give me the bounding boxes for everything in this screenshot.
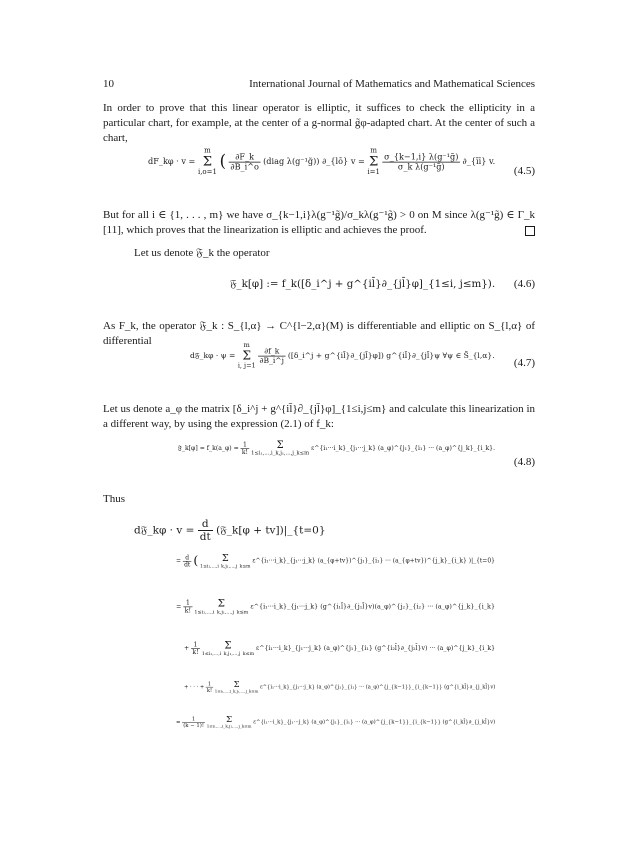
eq45-sigma-fraction	[383, 152, 460, 171]
derivation-5-den: k!	[206, 687, 213, 694]
derivation-line-5	[184, 680, 495, 694]
eq47-fraction	[258, 347, 285, 365]
equation-number-4-5: (4.5)	[513, 165, 535, 177]
derivation-4-num: 1	[191, 641, 200, 649]
derivation-2-sum-bottom: 1≤i₁,...,i_k,j₁,...,j_k≤m	[200, 563, 251, 569]
eq48-coef-num: 1	[241, 441, 250, 449]
eq45-frac-num: ∂F_k	[229, 152, 261, 162]
eq47-sum: m Σ i, j=1	[237, 342, 256, 370]
equation-4-6: 𝔉_k[φ] := f_k([δ_i^j + g^{il̄}∂_{jl̄}φ]_{1≤i, j≤m}).	[230, 278, 496, 290]
derivation-2-num: d	[183, 554, 192, 561]
derivation-4-sum-bottom: 1≤i₁,...,i_k,j₁,...,j_k≤m	[201, 650, 255, 656]
derivation-3-prefactor	[183, 599, 192, 614]
paragraph-differentiable: As F_k, the operator 𝔉_k : S_{l,α} → C^{l−2,α}(M) is differentiable and elliptic on S_{l,α} of differential	[103, 320, 535, 347]
derivation-3-num: 1	[183, 599, 192, 607]
derivation-6-lhs: =	[176, 719, 181, 726]
derivation-line-2: = $\frac{d}{dt}$ ( Σ 1≤i₁,...,i_k,j₁,...,j_k≤m ε^{i₁···i_k}_{j₁···j_k} (a_{φ+tv})^{j₁}_{i₁} ··· (a_{φ+tv})^{j_k}_{i_k} )|_{t=0}	[176, 552, 495, 569]
page-number: 10	[103, 78, 114, 90]
eq45-sum1-top: m	[204, 147, 211, 155]
eq45-sum2-bottom: i=1	[367, 168, 380, 177]
derivation-3-body: ε^{i₁···i_k}_{j₁···j_k} (g^{i₁l̄}∂_{j₁l̄}v)(a_φ)^{j₂}_{i₂} ··· (a_φ)^{j_k}_{i_k}	[250, 602, 496, 611]
derivation-2-prefactor	[183, 554, 192, 568]
derivation-2-lhs: =	[176, 557, 182, 565]
proof-text: But for all i ∈ {1, . . . , m} we have σ_{k−1,i}λ(g⁻¹g̃)/σ_kλ(g⁻¹g̃) > 0 on M since λ(g⁻¹g̃) ∈ Γ_k [11], which proves that the linearization is elliptic and achieves the proof.	[103, 209, 535, 236]
derivation-6-prefactor	[182, 716, 205, 729]
derivation-line-4	[184, 640, 495, 657]
derivation-3-den: k!	[184, 606, 192, 615]
equation-number-4-6: (4.6)	[513, 278, 535, 290]
derivation-4-prefactor	[191, 641, 200, 656]
derivation-5-lhs: + · · · +	[184, 683, 205, 690]
derivation-line-6	[176, 715, 495, 729]
equation-number-4-7: (4.7)	[513, 357, 535, 369]
eq47-frac-num: ∂f_k	[258, 347, 285, 356]
eq48-lhs: 𝔉_k[φ] = f_k(a_φ) =	[178, 444, 239, 452]
eq48-body: ε^{i₁···i_k}_{j₁···j_k} (a_φ)^{j₁}_{i₁} ··· (a_φ)^{j_k}_{i_k}.	[311, 444, 496, 452]
eq48-sum: Σ 1≤i₁,...,i_k,j₁,...,j_k≤m	[251, 439, 310, 457]
journal-title: International Journal of Mathematics and Mathematical Sciences	[249, 78, 535, 90]
paragraph-denote-matrix: Let us denote a_φ the matrix [δ_i^j + g^{il̄}∂_{jl̄}φ]_{1≤i,j≤m} and calculate this linearization in a different way, by using the expression (2.1) of f_k:	[103, 403, 535, 430]
eq48-coef-den: k!	[241, 448, 249, 456]
derivation-6-body: ε^{i₁···i_k}_{j₁···j_k} (a_φ)^{j₁}_{i₁} ··· (a_φ)^{j_{k−1}}_{i_{k−1}} (g^{i_kl̄}∂_{j_kl̄}v)	[253, 719, 496, 726]
derivation-2-sum: Σ 1≤i₁,...,i_k,j₁,...,j_k≤m	[200, 552, 251, 569]
derivation-4-lhs: +	[184, 644, 190, 652]
eq48-sum-bottom: 1≤i₁,...,i_k,j₁,...,j_k≤m	[251, 450, 310, 457]
derivation-1-num: d	[198, 518, 213, 531]
eq47-lhs: d𝔉_kφ · ψ =	[190, 351, 236, 361]
derivation-3-sum: Σ 1≤i₁,...,i_k,j₁,...,j_k≤m	[194, 597, 249, 615]
eq45-mid: (diag λ(g⁻¹g̃)) ∂_{lō} v =	[263, 157, 365, 167]
derivation-6-sum: Σ 1≤i₁,...,i_k,j₁,...,j_k≤m	[206, 714, 252, 729]
paragraph-denote-operator: Let us denote 𝔉_k the operator	[134, 247, 270, 259]
paragraph-ellipticity: In order to prove that this linear operator is elliptic, it suffices to check the ellipticity in a particular chart, for example, at the center of a g-normal g̃φ-adapted chart. At the center of such a chart,	[103, 102, 535, 144]
derivation-1-den: dt	[199, 531, 211, 543]
derivation-4-den: k!	[192, 648, 199, 656]
eq45-sum1-bottom: i,o=1	[197, 168, 217, 177]
derivation-4-body: ε^{i₁···i_k}_{j₁···j_k} (a_φ)^{j₁}_{i₁} (g^{i₂l̄}∂_{j₂l̄}v) ··· (a_φ)^{j_k}_{i_k}	[256, 644, 496, 652]
derivation-3-sum-bottom: 1≤i₁,...,i_k,j₁,...,j_k≤m	[194, 608, 249, 615]
eq47-frac-den: ∂B_i^j	[259, 356, 285, 365]
eq45-sum2-top: m	[370, 147, 378, 155]
eq45-rhs-den: σ_k λ(g⁻¹g̃)	[397, 162, 445, 172]
equation-4-8	[178, 440, 495, 456]
equation-4-5: dF_kφ · v = m Σ i,o=1 ( $\frac{\partial F\_k}{\partial B\_i\^{}o}$ (diag λ(g⁻¹g̃)) ∂_{lō} v = m Σ i=1 $\frac{\text{σ\_\{k−1,i\} λ(g⁻¹g̃)}}{\text{σ\_k λ(g⁻¹g̃)}}$ ∂_{īī} v.	[148, 147, 496, 177]
eq45-lhs: dF_kφ · v =	[148, 157, 196, 167]
paragraph-proof-end	[103, 208, 535, 238]
eq47-body: ([δ_i^j + g^{il̄}∂_{jl̄}φ]) g^{il̄}∂_{jl̄}ψ ∀ψ ∈ S̃_{l,α}.	[287, 351, 495, 361]
derivation-line-1	[134, 518, 326, 543]
eq45-rhs-num: σ_{k−1,i} λ(g⁻¹g̃)	[384, 152, 459, 162]
eq47-sum-bottom: i, j=1	[237, 362, 256, 370]
derivation-5-prefactor	[206, 681, 213, 693]
eq48-coefficient	[241, 441, 250, 456]
eq45-frac-den: ∂B_i^o	[230, 162, 259, 172]
derivation-6-sum-bottom: 1≤i₁,...,i_k,j₁,...,j_k≤m	[206, 724, 252, 729]
eq45-tail: ∂_{īī} v.	[462, 157, 496, 167]
derivation-6-num: 1	[182, 716, 205, 723]
derivation-2-den: dt	[184, 561, 191, 569]
paragraph-thus: Thus	[103, 493, 125, 505]
eq45-sum2: m Σ i=1	[367, 147, 380, 177]
derivation-5-sum: Σ 1≤i₁,...,i_k,j₁,...,j_k≤m	[214, 679, 259, 694]
equation-4-7	[190, 342, 495, 370]
equation-number-4-8: (4.8)	[513, 456, 535, 468]
derivation-6-den: (k − 1)!	[183, 722, 204, 729]
eq45-sum1: m Σ i,o=1	[197, 147, 217, 177]
derivation-5-body: ε^{i₁···i_k}_{j₁···j_k} (a_φ)^{j₁}_{i₁} ··· (a_φ)^{j_{k−1}}_{i_{k−1}} (g^{i_kl̄}∂_{j_kl̄}v)	[259, 683, 496, 690]
qed-square-icon	[525, 226, 535, 236]
derivation-3-lhs: =	[176, 602, 182, 611]
eq47-sum-top: m	[243, 342, 250, 350]
derivation-1-prefactor	[198, 518, 213, 543]
derivation-5-num: 1	[207, 680, 212, 687]
derivation-4-sum: Σ 1≤i₁,...,i_k,j₁,...,j_k≤m	[201, 639, 255, 656]
derivation-2-body: ε^{i₁···i_k}_{j₁···j_k} (a_{φ+tv})^{j₁}_{i₁} ··· (a_{φ+tv})^{j_k}_{i_k} )|_{t=0}	[252, 557, 495, 565]
eq45-partial-fraction	[229, 152, 261, 171]
derivation-5-sum-bottom: 1≤i₁,...,i_k,j₁,...,j_k≤m	[214, 688, 259, 694]
derivation-1-lhs: d𝔉_kφ · v =	[134, 524, 195, 537]
derivation-1-body: (𝔉_k[φ + tv])|_{t=0}	[216, 524, 326, 537]
derivation-line-3	[176, 598, 495, 615]
